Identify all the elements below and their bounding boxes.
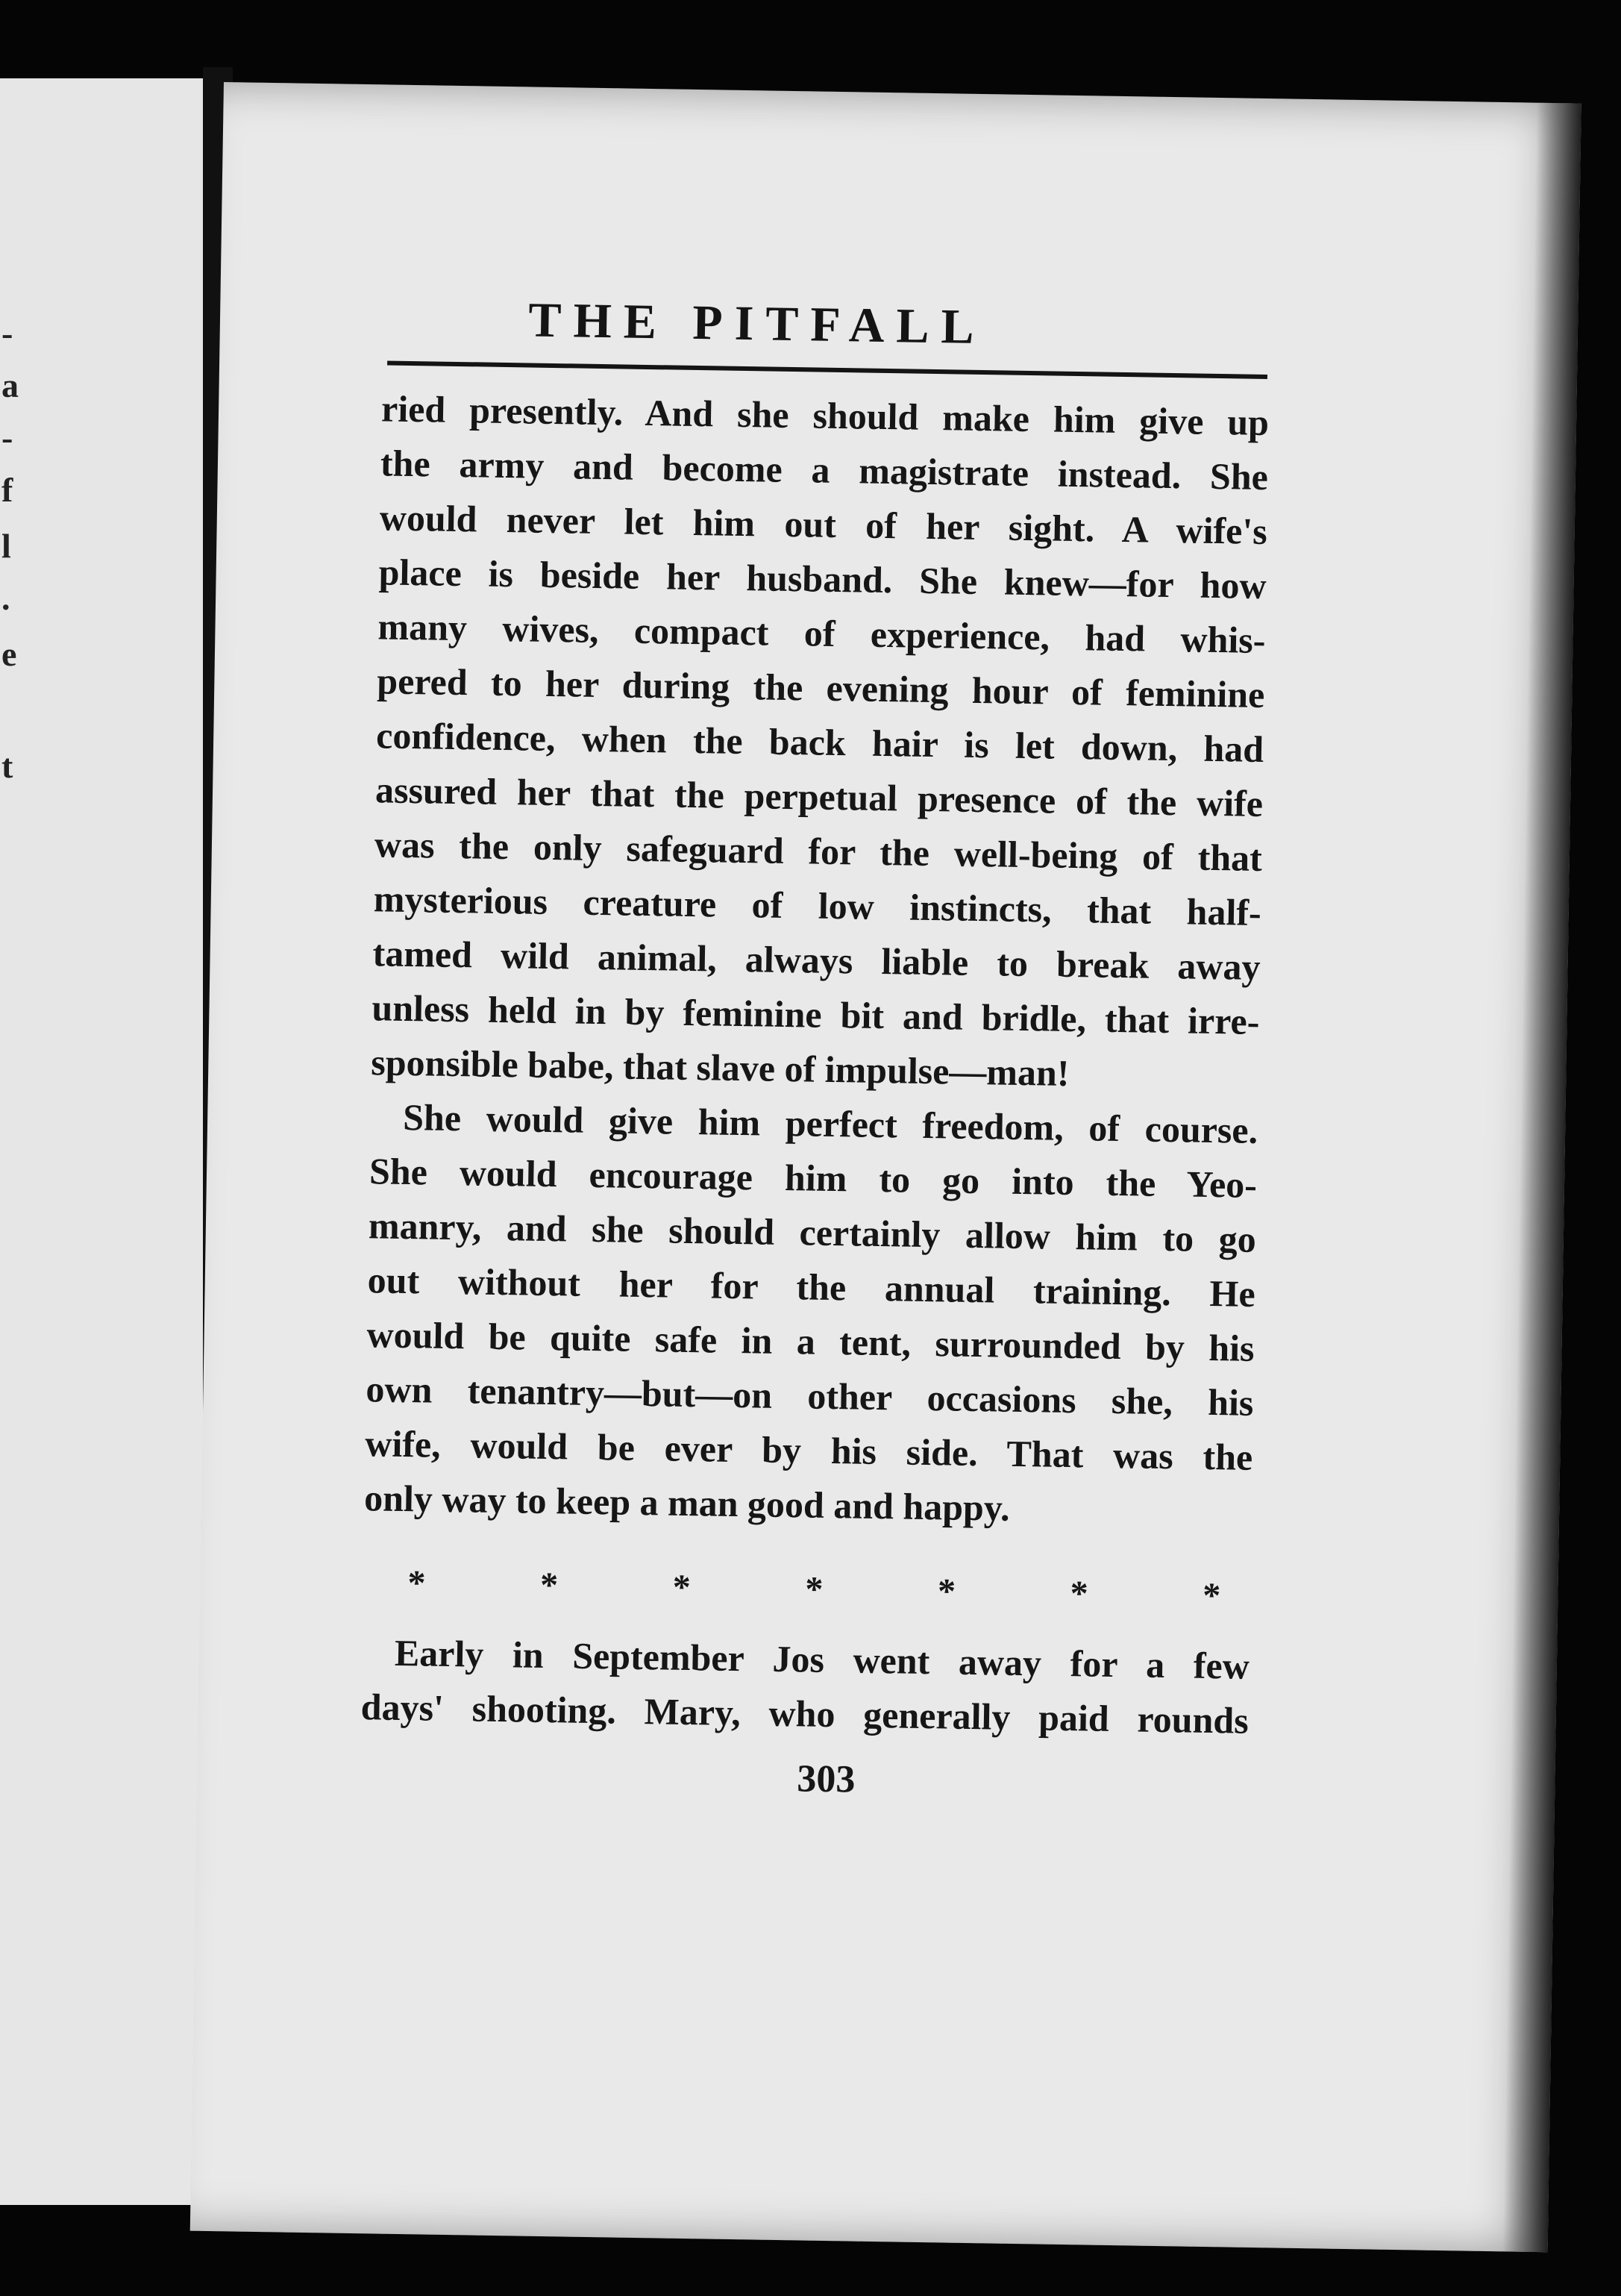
text-line: Early in September Jos went away for a few [394,1631,1250,1687]
running-head: THE PITFALL [527,293,987,355]
text-line: sponsible babe, that slave of impulse—man! [370,1041,1070,1094]
book-page [190,82,1581,2252]
section-break-asterisk: * [539,1565,559,1606]
text-line: pered to her during the evening hour of feminine [376,660,1265,716]
text-line: manry, and she should certainly allow him to go [368,1204,1257,1260]
left-edge-glyph: f [1,471,13,509]
text-line: days' shooting. Mary, who generally paid rounds [360,1686,1250,1742]
text-line: wife, would be ever by his side. That was the [364,1422,1253,1478]
section-break-asterisk: * [937,1571,956,1612]
left-edge-glyph: - [1,314,13,352]
text-line: She would give him perfect freedom, of course. [402,1095,1258,1151]
header-rule [387,360,1267,379]
text-line: would never let him out of her sight. A wife's [379,496,1268,553]
left-edge-glyph: t [1,747,13,785]
text-line: tamed wild animal, always liable to break away [372,932,1261,988]
text-line: was the only safeguard for the well-being of that [374,823,1263,879]
section-break-asterisk: * [672,1567,692,1608]
left-edge-glyph: e [1,635,17,673]
text-line: own tenantry—but—on other occasions she, his [366,1368,1254,1424]
text-line: only way to keep a man good and happy. [363,1477,1011,1529]
section-break-asterisk: * [804,1569,824,1610]
text-line: many wives, compact of experience, had whis- [377,605,1266,662]
page-body [360,381,1270,1812]
text-line: place is beside her husband. She knew—for how [378,551,1267,607]
text-line: out without her for the annual training. He [367,1259,1256,1315]
left-page-edge [0,78,203,2205]
left-edge-glyph: . [1,579,10,617]
page-edge-shadow [1503,103,1581,2253]
left-edge-glyph: l [1,527,11,565]
page-number: 303 [796,1757,856,1801]
text-line: ried presently. And she should make him give up [380,387,1270,444]
left-edge-glyph: - [1,419,13,457]
text-line: mysterious creature of low instincts, that half- [373,878,1262,933]
text-line: unless held in by feminine bit and bridle, that irre- [371,986,1260,1042]
text-line: She would encourage him to go into the Yeo- [369,1150,1258,1206]
section-break-asterisk: * [1070,1574,1089,1614]
text-line: confidence, when the back hair is let down, had [375,714,1264,771]
text-line: the army and become a magistrate instead. She [380,442,1269,498]
left-edge-glyph: a [1,366,19,404]
text-line: would be quite safe in a tent, surrounded by his [366,1313,1255,1369]
section-break-asterisk: * [407,1563,426,1604]
text-line: assured her that the perpetual presence of the wife [374,769,1264,825]
section-break-asterisk: * [1202,1575,1221,1616]
